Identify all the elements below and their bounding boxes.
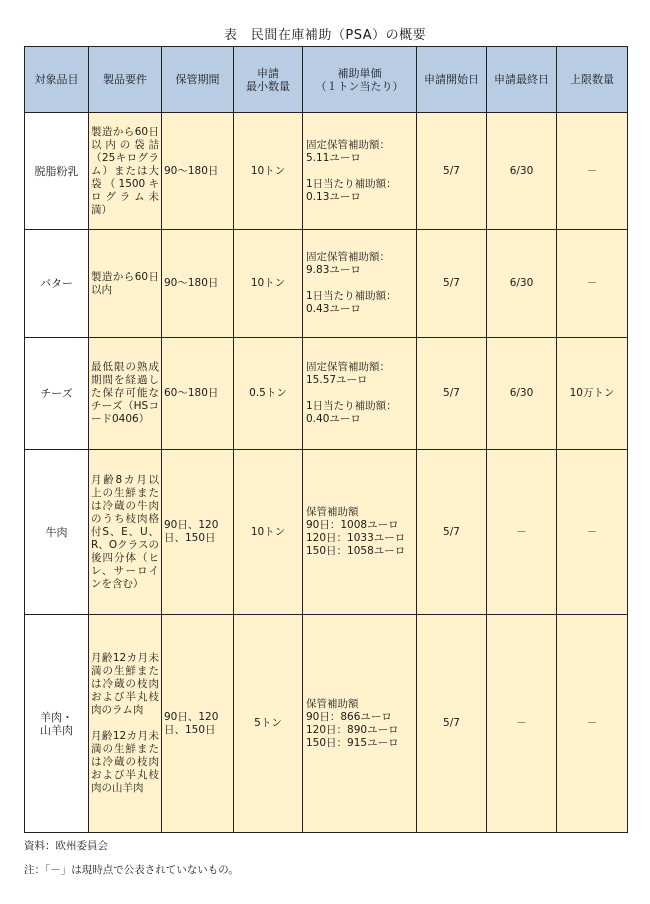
requirements-cell: 製造から60日以内の袋詰（25キログラム）または大袋（1500キログラム未満）	[89, 113, 162, 230]
end-cell: －	[487, 615, 557, 833]
price-cell	[303, 338, 417, 450]
min-qty-cell: 10トン	[234, 113, 303, 230]
item-cell: 牛肉	[25, 450, 89, 615]
item-line: 山羊肉	[40, 723, 73, 737]
header-limit: 上限数量	[557, 47, 628, 113]
price-line: 1日当たり補助額：	[306, 290, 397, 302]
footnote: 注：「－」は現時点で公表されていないもの。	[24, 864, 239, 876]
limit-cell: －	[557, 113, 628, 230]
table-row	[25, 450, 628, 615]
header-min-qty	[234, 47, 303, 113]
start-cell: 5/7	[417, 338, 487, 450]
header-end: 申請最終日	[487, 47, 557, 113]
table-title: 表 民間在庫補助（PSA）の概要	[223, 28, 427, 43]
min-qty-cell: 0.5トン	[234, 338, 303, 450]
header-period: 保管期間	[162, 47, 234, 113]
item-cell	[25, 615, 89, 833]
price-line: 120日：890ユーロ	[306, 723, 399, 736]
price-line: 0.43ユーロ	[306, 303, 361, 315]
price-line: 固定保管補助額：	[306, 251, 390, 263]
header-start: 申請開始日	[417, 47, 487, 113]
limit-cell: －	[557, 230, 628, 338]
price-line: 固定保管補助額：	[306, 361, 390, 373]
header-min-line2: 最小数量	[246, 79, 290, 93]
price-line: 0.40ユーロ	[306, 413, 361, 425]
price-line: 120日：1033ユーロ	[306, 532, 406, 544]
requirements-part: 月齢12カ月未満の生鮮または冷蔵の枝肉および半丸枝肉のラム肉	[91, 652, 159, 716]
item-cell: バター	[25, 230, 89, 338]
price-line: 保管補助額	[306, 506, 359, 518]
min-qty-cell: 5トン	[234, 615, 303, 833]
price-line: 150日：915ユーロ	[306, 736, 399, 749]
start-cell: 5/7	[417, 113, 487, 230]
requirements-cell: 月齢8カ月以上の生鮮または冷蔵の牛肉のうち枝肉格付S、E、U、R、Oクラスの後四分体（ヒレ、サーロインを含む）	[89, 450, 162, 615]
limit-cell: －	[557, 615, 628, 833]
requirements-part: 月齢12カ月未満の生鮮または冷蔵の枝肉および半丸枝肉の山羊肉	[91, 730, 159, 794]
source-note: 資料：欧州委員会	[24, 840, 108, 852]
header-price-line2: （１トン当たり）	[315, 79, 404, 93]
price-line: 90日：1008ユーロ	[306, 519, 399, 531]
item-cell: チーズ	[25, 338, 89, 450]
psa-table	[24, 46, 628, 833]
price-line: 90日：866ユーロ	[306, 710, 392, 723]
price-line: 保管補助額	[306, 697, 359, 710]
price-line: 0.13ユーロ	[306, 190, 361, 203]
period-cell: 90日、120日、150日	[162, 615, 234, 833]
table-row	[25, 113, 628, 230]
table-row	[25, 230, 628, 338]
start-cell: 5/7	[417, 450, 487, 615]
price-line: 15.57ユーロ	[306, 374, 368, 386]
start-cell: 5/7	[417, 230, 487, 338]
header-price	[303, 47, 417, 113]
header-item: 対象品目	[25, 47, 89, 113]
item-line: 羊肉・	[40, 710, 73, 724]
price-line: 5.11ユーロ	[306, 151, 361, 164]
table-row	[25, 338, 628, 450]
header-price-line1: 補助単価	[337, 66, 382, 80]
price-cell	[303, 113, 417, 230]
min-qty-cell: 10トン	[234, 450, 303, 615]
requirements-cell	[89, 615, 162, 833]
period-cell: 90～180日	[162, 230, 234, 338]
price-line: 固定保管補助額：	[306, 138, 390, 151]
requirements-cell: 最低限の熟成期間を経過した保存可能なチーズ（HSコード0406）	[89, 338, 162, 450]
header-min-line1: 申請	[257, 66, 279, 80]
end-cell: 6/30	[487, 230, 557, 338]
end-cell: 6/30	[487, 338, 557, 450]
requirements-cell: 製造から60日以内	[89, 230, 162, 338]
header-row	[25, 47, 628, 113]
table-row	[25, 615, 628, 833]
period-cell: 60～180日	[162, 338, 234, 450]
price-line: 1日当たり補助額：	[306, 400, 397, 412]
price-cell	[303, 615, 417, 833]
price-line: 1日当たり補助額：	[306, 177, 397, 190]
end-cell: －	[487, 450, 557, 615]
price-line: 150日：1058ユーロ	[306, 545, 406, 557]
price-cell	[303, 450, 417, 615]
item-cell: 脱脂粉乳	[25, 113, 89, 230]
end-cell: 6/30	[487, 113, 557, 230]
start-cell: 5/7	[417, 615, 487, 833]
period-cell: 90日、120日、150日	[162, 450, 234, 615]
price-line: 9.83ユーロ	[306, 264, 361, 276]
price-cell	[303, 230, 417, 338]
period-cell: 90～180日	[162, 113, 234, 230]
min-qty-cell: 10トン	[234, 230, 303, 338]
limit-cell: －	[557, 450, 628, 615]
limit-cell: 10万トン	[557, 338, 628, 450]
header-requirements: 製品要件	[89, 47, 162, 113]
